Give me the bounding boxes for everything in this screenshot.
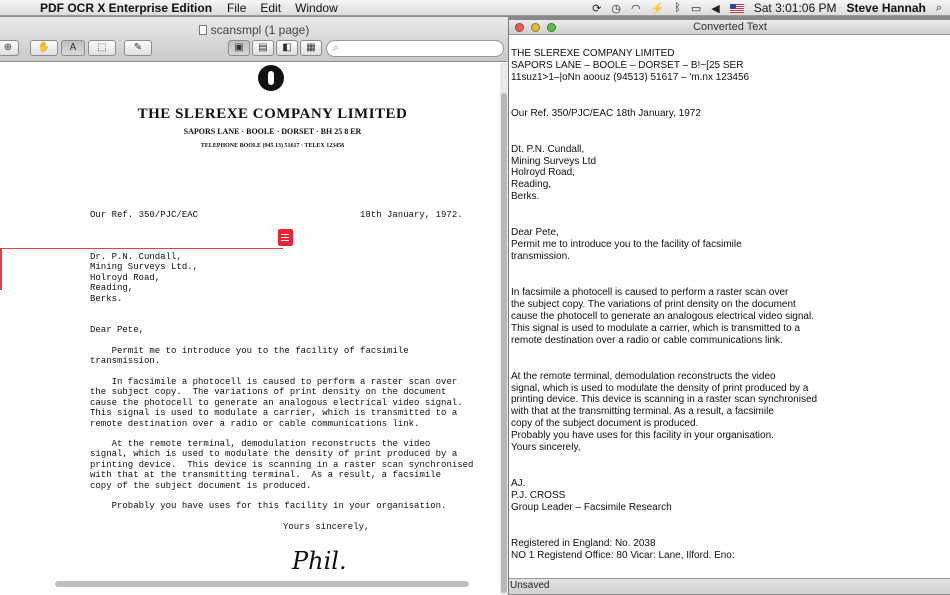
converted-text-line: P.J. CROSS [511, 490, 566, 502]
paragraph-line: with that at the transmitting terminal. As a result, a facsimile [90, 470, 442, 481]
annotation-line [0, 248, 283, 249]
menu-bar [0, 0, 950, 16]
signature: Phil. [292, 547, 347, 575]
vertical-scrollbar[interactable] [500, 63, 508, 595]
preview-window [0, 17, 508, 594]
paragraph-line: copy of the subject document is produced. [90, 480, 312, 491]
converted-text-line: This signal is used to modulate a carrier, which is transmitted to a [511, 322, 801, 334]
paragraph-line: Permit me to introduce you to the facility of facsimile [90, 346, 409, 356]
annotation-marker [0, 248, 2, 290]
document-icon [199, 25, 207, 35]
converted-text-line: THE SLEREXE COMPANY LIMITED [511, 48, 675, 59]
status-bar: Unsaved [509, 578, 950, 594]
paragraph-line: remote destination over a radio or cable communications link. [90, 418, 420, 429]
salutation: Dear Pete, [90, 325, 145, 335]
annotate-pencil-icon[interactable]: ✎ [124, 40, 152, 56]
converted-text-line: Berks. [511, 191, 540, 203]
converted-text-line: Holroyd Road, [511, 167, 575, 179]
letterhead-company: THE SLEREXE COMPANY LIMITED [137, 106, 408, 122]
time-machine-icon[interactable]: ◷ [611, 2, 621, 15]
converted-text-line: cause the photocell to generate an analogous electrical video signal. [511, 310, 814, 322]
paragraph-line: Probably you have uses for this facility in your organisation. [90, 501, 447, 511]
menu-edit[interactable]: Edit [260, 0, 282, 15]
converted-text-line: Mining Surveys Ltd [511, 155, 597, 167]
converted-text-line: Group Leader – Facsimile Research [511, 502, 672, 514]
paragraph-line: This signal is used to modulate a carrier, which is transmitted to a [90, 408, 458, 419]
paragraph-line: At the remote terminal, demodulation reconstructs the video [90, 439, 431, 449]
text-select-icon[interactable]: A [61, 40, 85, 56]
note-annotation-icon[interactable] [278, 229, 293, 246]
letter-ref: Our Ref. 350/PJC/EAC [90, 210, 199, 220]
view-sidebar-icon[interactable]: ◧ [276, 40, 298, 56]
converted-text-line: 11suz1>1–|oNn aoouz (94513) 51617 – 'm.nx 123456 [511, 71, 750, 83]
converted-text-line: Dear Pete, [511, 227, 559, 239]
converted-text-line [511, 514, 950, 526]
converted-text-area[interactable] [509, 36, 950, 578]
closing: Yours sincerely, [283, 522, 370, 532]
paragraph-line: transmission. [90, 356, 161, 367]
document-page[interactable] [0, 63, 500, 595]
search-input[interactable] [326, 40, 504, 57]
power-icon[interactable]: ⚡ [650, 2, 665, 15]
converted-text-line [511, 96, 950, 108]
menu-file[interactable]: File [227, 0, 247, 15]
bluetooth-icon[interactable]: ᛒ [674, 2, 681, 14]
recipient-line: Dr. P.N. Cundall, [90, 252, 182, 262]
volume-icon[interactable]: ◀ [711, 2, 720, 15]
converted-text-line: SAPORS LANE – BOOLE – DORSET – B!~[25 SER [511, 59, 744, 71]
input-source-flag-icon[interactable] [730, 4, 744, 13]
horizontal-scrollbar[interactable] [55, 581, 469, 587]
view-content-icon[interactable]: ▤ [252, 40, 274, 56]
converted-text-line: transmission. [511, 251, 570, 263]
converted-text-line: with that at the transmitting terminal. As a result, a facsimile [511, 406, 774, 418]
app-menu[interactable]: PDF OCR X Enterprise Edition [40, 0, 213, 15]
converted-text-line [511, 215, 950, 227]
converted-text-line [511, 359, 950, 371]
view-single-icon[interactable]: ▣ [228, 40, 250, 56]
display-icon[interactable]: ▭ [690, 2, 702, 15]
converted-text-line: At the remote terminal, demodulation reconstructs the video [511, 370, 776, 382]
converted-text-line: NO 1 Registend Office: 80 Vicar: Lane, Ilford. Eno: [511, 549, 735, 561]
view-grid-icon[interactable]: ▦ [300, 40, 322, 56]
converted-text-line [511, 454, 950, 466]
user-name[interactable]: Steve Hannah [846, 1, 926, 15]
converted-text-line [511, 84, 950, 96]
converted-text-line [511, 132, 950, 144]
converted-text-line: remote destination over a radio or cable communications link. [511, 334, 783, 346]
converted-titlebar [509, 20, 950, 35]
scroll-thumb[interactable] [501, 93, 507, 593]
clock[interactable]: Sat 3:01:06 PM [753, 1, 837, 15]
converted-text-line [511, 466, 950, 478]
converted-text-line: printing device. This device is scanning in a raster scan synchronised [511, 394, 818, 406]
converted-text-line: Permit me to introduce you to the facility of facsimile [511, 239, 742, 251]
converted-text-line: Our Ref. 350/PJC/EAC 18th January, 1972 [511, 107, 701, 119]
paragraph-line: In facsimile a photocell is caused to perform a raster scan over [90, 377, 458, 387]
letter-date: 18th January, 1972. [360, 210, 463, 220]
converted-text-line: AJ. [511, 478, 526, 490]
wifi-icon[interactable]: ◠ [630, 2, 641, 15]
converted-text-line [511, 263, 950, 275]
zoom-in-icon[interactable]: ⊕ [0, 40, 19, 56]
converted-text-line [511, 347, 950, 359]
spotlight-search-icon[interactable]: ⌕ [935, 1, 942, 14]
letterhead-address: SAPORS LANE · BOOLE · DORSET · BH 25 8 ER [183, 127, 362, 136]
converted-text-line: In facsimile a photocell is caused to perform a raster scan over [511, 286, 789, 298]
converted-text-line [511, 203, 950, 215]
sync-icon[interactable]: ⟳ [592, 2, 602, 15]
converted-text-line: signal, which is used to modulate the density of print produced by a [511, 382, 809, 394]
converted-text-line: Probably you have uses for this facility in your organisation. [511, 430, 774, 442]
converted-title: Converted Text [693, 21, 767, 33]
hand-tool-icon[interactable]: ✋ [30, 40, 58, 56]
converted-text-line: copy of the subject document is produced. [511, 418, 699, 430]
recipient-line: Mining Surveys Ltd., [90, 262, 199, 273]
converted-text-line: Dt. P.N. Cundall, [511, 143, 585, 155]
letterhead-phone: TELEPHONE BOOLE (945 13) 51617 · TELEX 123456 [200, 143, 345, 149]
recipient-line: Holroyd Road, [90, 272, 161, 283]
preview-titlebar [0, 17, 508, 62]
search-icon: ⌕ [333, 42, 340, 54]
paragraph-line: printing device. This device is scanning in a raster scan synchronised [90, 459, 474, 470]
converted-text-line [511, 120, 950, 132]
rect-select-icon[interactable]: ⬚ [88, 40, 116, 56]
preview-toolbar [0, 40, 508, 58]
paragraph-line: the subject copy. The variations of print density on the document [90, 387, 447, 398]
converted-text-line [511, 526, 950, 538]
company-logo [258, 65, 284, 91]
menu-window[interactable]: Window [295, 0, 338, 15]
converted-text-line: Reading, [511, 179, 552, 191]
paragraph-line: cause the photocell to generate an analogous electrical video signal. [90, 397, 463, 408]
converted-text-line: Registered in England: No. 2038 [511, 537, 656, 549]
converted-text-line: Yours sincerely, [511, 442, 581, 454]
preview-title: scansmpl (1 page) [210, 23, 310, 37]
converted-text-line [511, 275, 950, 287]
recipient-line: Berks. [90, 293, 123, 304]
converted-text-window [508, 20, 950, 594]
paragraph-line: signal, which is used to modulate the density of print produced by a [90, 449, 458, 460]
converted-text-line: the subject copy. The variations of print density on the document [511, 298, 796, 310]
recipient-line: Reading, [90, 283, 134, 294]
